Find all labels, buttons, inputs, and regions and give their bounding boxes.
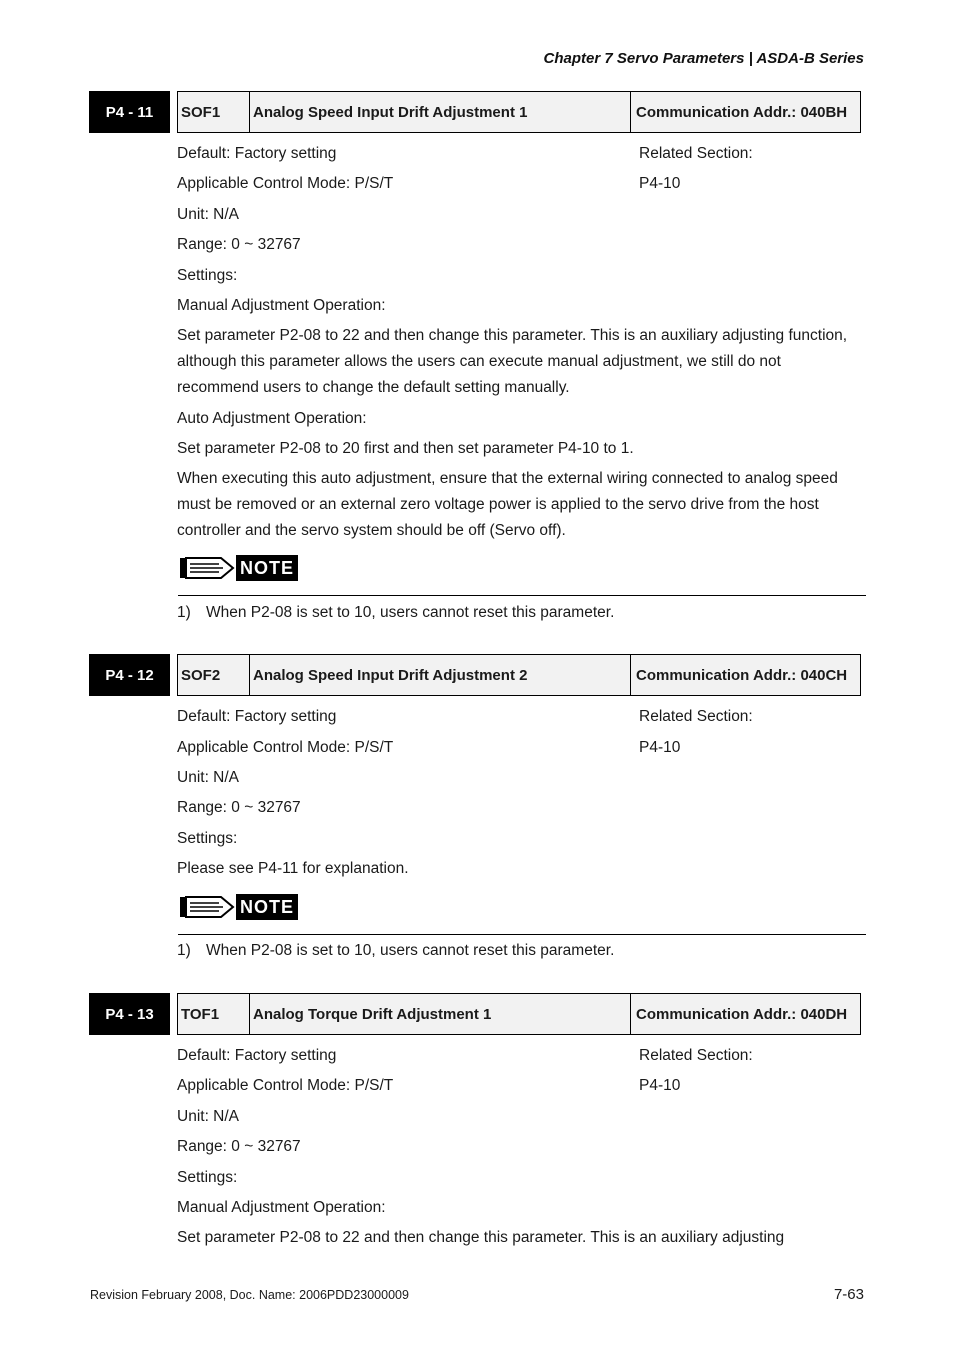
related-section-value: P4-10 bbox=[639, 175, 681, 192]
note-number: 1) bbox=[177, 604, 191, 621]
paragraph-explanation: Please see P4-11 for explanation. bbox=[177, 860, 409, 877]
param-id: P4 - 13 bbox=[89, 993, 170, 1035]
default-value: Default: Factory setting bbox=[177, 145, 337, 162]
param-comm-addr: Communication Addr.: 040BH bbox=[636, 103, 848, 121]
related-section-value: P4-10 bbox=[639, 1077, 681, 1094]
param-id: P4 - 11 bbox=[89, 91, 170, 133]
note-item bbox=[177, 604, 614, 622]
note-item bbox=[177, 942, 614, 960]
range: Range: 0 ~ 32767 bbox=[177, 1138, 301, 1155]
related-section-label: Related Section: bbox=[639, 1047, 753, 1064]
range: Range: 0 ~ 32767 bbox=[177, 236, 301, 253]
note-block bbox=[178, 555, 866, 596]
note-pencil-icon bbox=[179, 894, 235, 920]
note-block bbox=[178, 894, 866, 935]
settings-label: Settings: bbox=[177, 1169, 238, 1186]
subheading-manual: Manual Adjustment Operation: bbox=[177, 297, 386, 314]
note-text: When P2-08 is set to 10, users cannot reset this parameter. bbox=[206, 604, 615, 621]
related-section-label: Related Section: bbox=[639, 145, 753, 162]
subheading-auto: Auto Adjustment Operation: bbox=[177, 410, 367, 427]
param-name: Analog Speed Input Drift Adjustment 2 bbox=[250, 655, 631, 695]
param-abbr: SOF1 bbox=[178, 92, 250, 132]
unit: Unit: N/A bbox=[177, 1108, 240, 1125]
param-comm-addr: Communication Addr.: 040DH bbox=[636, 1005, 848, 1023]
control-mode: Applicable Control Mode: P/S/T bbox=[177, 175, 394, 192]
param-info-table bbox=[177, 654, 861, 696]
param-name: Analog Torque Drift Adjustment 1 bbox=[250, 994, 631, 1034]
control-mode: Applicable Control Mode: P/S/T bbox=[177, 1077, 394, 1094]
unit: Unit: N/A bbox=[177, 769, 240, 786]
param-id: P4 - 12 bbox=[89, 654, 170, 696]
param-header-p4-11 bbox=[89, 91, 861, 133]
param-info-table bbox=[177, 993, 861, 1035]
note-number: 1) bbox=[177, 942, 191, 959]
related-section-value: P4-10 bbox=[639, 739, 681, 756]
note-label: NOTE bbox=[236, 555, 298, 581]
param-abbr: SOF2 bbox=[178, 655, 250, 695]
param-info-table bbox=[177, 91, 861, 133]
paragraph-auto: Set parameter P2-08 to 20 first and then set parameter P4-10 to 1. bbox=[177, 440, 634, 457]
param-name: Analog Speed Input Drift Adjustment 1 bbox=[250, 92, 631, 132]
note-label: NOTE bbox=[236, 894, 298, 920]
range: Range: 0 ~ 32767 bbox=[177, 799, 301, 816]
running-header: Chapter 7 Servo Parameters | ASDA-B Series bbox=[543, 50, 864, 67]
subheading-manual: Manual Adjustment Operation: bbox=[177, 1199, 386, 1216]
page-number: 7-63 bbox=[833, 1286, 864, 1303]
footer-revision: Revision February 2008, Doc. Name: 2006PDD23000009 bbox=[90, 1288, 409, 1302]
param-comm-addr: Communication Addr.: 040CH bbox=[636, 666, 848, 684]
default-value: Default: Factory setting bbox=[177, 708, 337, 725]
paragraph-manual: Set parameter P2-08 to 22 and then change this parameter. This is an auxiliary adjusting bbox=[177, 1229, 785, 1246]
param-header-p4-12 bbox=[89, 654, 861, 696]
default-value: Default: Factory setting bbox=[177, 1047, 337, 1064]
note-pencil-icon bbox=[179, 555, 235, 581]
paragraph-auto-warning: When executing this auto adjustment, ensure that the external wiring connected to analog speed must be removed or an external zero voltage power is applied to the servo drive from the host controller and the servo system should be off (Servo off). bbox=[177, 470, 838, 539]
settings-label: Settings: bbox=[177, 830, 238, 847]
param-abbr: TOF1 bbox=[178, 994, 250, 1034]
paragraph-manual: Set parameter P2-08 to 22 and then change this parameter. This is an auxiliary adjusting function, although this parameter allows the users can execute manual adjustment, we still do not recommend users to change the default setting manually. bbox=[177, 327, 848, 396]
related-section-label: Related Section: bbox=[639, 708, 753, 725]
control-mode: Applicable Control Mode: P/S/T bbox=[177, 739, 394, 756]
param-header-p4-13 bbox=[89, 993, 861, 1035]
note-text: When P2-08 is set to 10, users cannot reset this parameter. bbox=[206, 942, 615, 959]
unit: Unit: N/A bbox=[177, 206, 240, 223]
settings-label: Settings: bbox=[177, 267, 238, 284]
